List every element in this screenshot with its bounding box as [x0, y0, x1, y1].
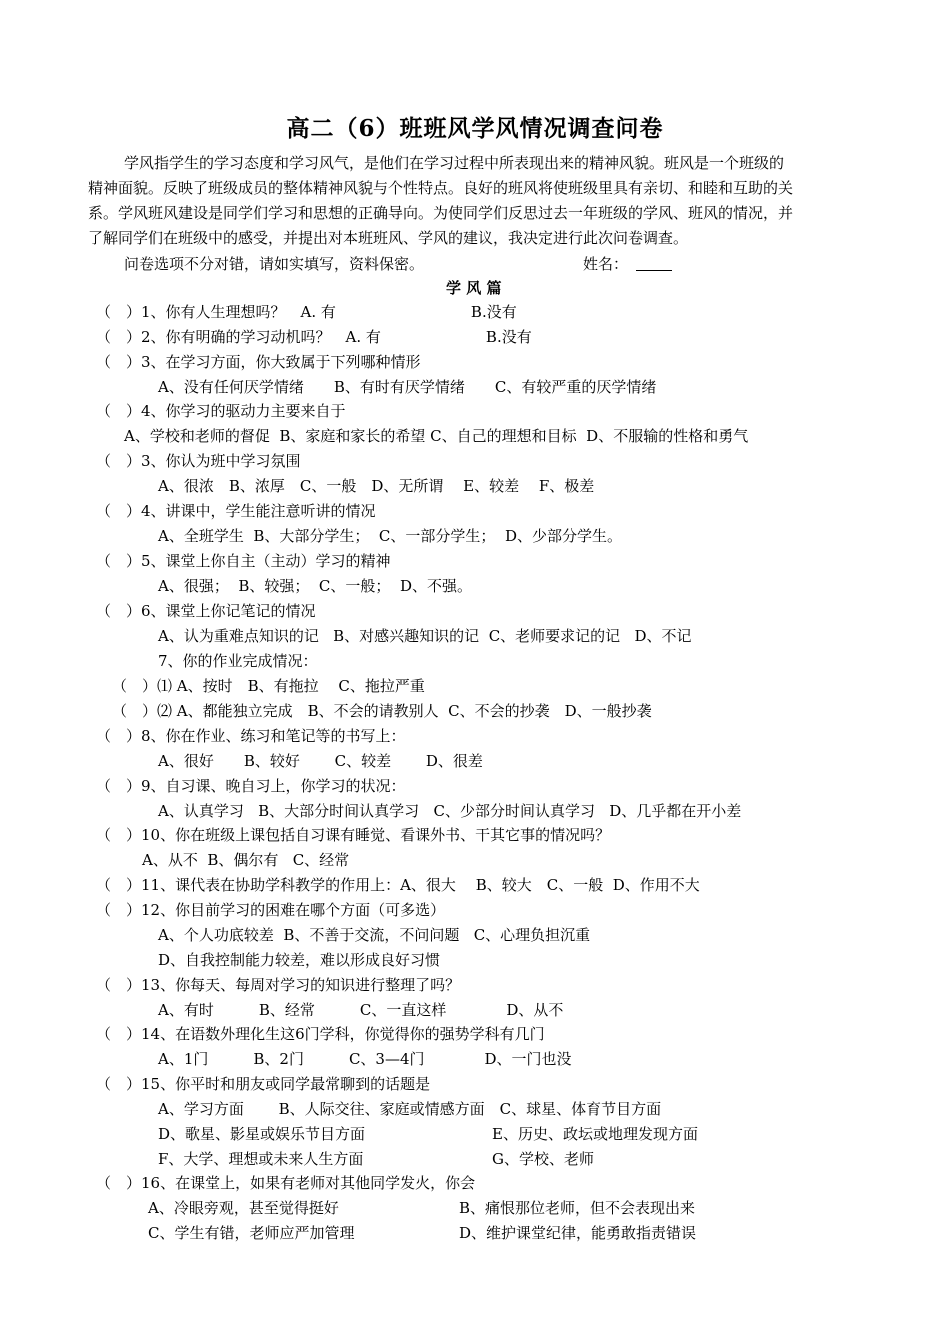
- question-4-options: A、学校和老师的督促 B、家庭和家长的希望 C、自己的理想和目标 D、不服输的性格和勇气: [124, 427, 749, 445]
- notice-text: 问卷选项不分对错，请如实填写，资料保密。: [124, 255, 425, 273]
- question-8: （ ）8、你在作业、练习和笔记等的书写上：: [96, 727, 406, 745]
- question-12-options-b: D、自我控制能力较差，难以形成良好习惯: [158, 951, 441, 969]
- question-4b: （ ）4、讲课中，学生能注意听讲的情况: [96, 502, 376, 520]
- question-4: （ ）4、你学习的驱动力主要来自于: [96, 402, 346, 420]
- question-14: （ ）14、在语数外理化生这6门学科，你觉得你的强势学科有几门: [96, 1025, 545, 1043]
- question-12: （ ）12、你目前学习的困难在哪个方面（可多选）: [96, 901, 446, 919]
- question-13-options: A、有时 B、经常 C、一直这样 D、从不: [158, 1001, 564, 1019]
- question-3b-options: A、很浓 B、浓厚 C、一般 D、无所谓 E、较差 F、极差: [158, 477, 595, 495]
- question-3: （ ）3、在学习方面，你大致属于下列哪种情形: [96, 353, 421, 371]
- name-label: 姓名：: [583, 255, 629, 273]
- question-2: （ ）2、你有明确的学习动机吗？ A. 有 B.没有: [96, 328, 532, 346]
- question-13: （ ）13、你每天、每周对学习的知识进行整理了吗？: [96, 976, 461, 994]
- question-3-options: A、没有任何厌学情绪 B、有时有厌学情绪 C、有较严重的厌学情绪: [158, 378, 657, 396]
- question-5: （ ）5、课堂上你自主（主动）学习的精神: [96, 552, 391, 570]
- page-title: 高二（6）班班风学风情况调查问卷: [286, 115, 664, 142]
- question-6-options: A、认为重难点知识的记 B、对感兴趣知识的记 C、老师要求记的记 D、不记: [158, 627, 692, 645]
- question-9: （ ）9、自习课、晚自习上，你学习的状况：: [96, 777, 406, 795]
- question-6: （ ）6、课堂上你记笔记的情况: [96, 602, 316, 620]
- question-7-part1: （ ）⑴ A、按时 B、有拖拉 C、拖拉严重: [112, 677, 425, 695]
- question-10: （ ）10、你在班级上课包括自习课有睡觉、看课外书、干其它事的情况吗？: [96, 826, 611, 844]
- question-12-options-a: A、个人功底较差 B、不善于交流，不问问题 C、心理负担沉重: [158, 926, 591, 944]
- question-8-options: A、很好 B、较好 C、较差 D、很差: [158, 752, 483, 770]
- question-9-options: A、认真学习 B、大部分时间认真学习 C、少部分时间认真学习 D、几乎都在开小差: [158, 802, 742, 820]
- question-7-part2: （ ）⑵ A、都能独立完成 B、不会的请教别人 C、不会的抄袭 D、一般抄袭: [112, 702, 652, 720]
- intro-line-2: 精神面貌。反映了班级成员的整体精神风貌与个性特点。良好的班风将使班级里具有亲切、和睦和互助的关: [88, 179, 794, 197]
- question-11: （ ）11、课代表在协助学科教学的作用上：A、很大 B、较大 C、一般 D、作用不大: [96, 876, 700, 894]
- question-16: （ ）16、在课堂上，如果有老师对其他同学发火，你会: [96, 1174, 476, 1192]
- question-16-option-b: B、痛恨那位老师，但不会表现出来: [459, 1199, 696, 1217]
- section-header: 学 风 篇: [446, 279, 502, 297]
- name-field[interactable]: [636, 254, 672, 271]
- question-15-option-e: E、历史、政坛或地理发现方面: [492, 1125, 698, 1143]
- question-15: （ ）15、你平时和朋友或同学最常聊到的话题是: [96, 1075, 431, 1093]
- question-10-options: A、从不 B、偶尔有 C、经常: [142, 851, 350, 869]
- question-4b-options: A、全班学生 B、大部分学生； C、一部分学生； D、少部分学生。: [158, 527, 622, 545]
- question-5-options: A、很强； B、较强； C、一般； D、不强。: [158, 577, 472, 595]
- question-15-option-g: G、学校、老师: [492, 1150, 594, 1168]
- question-15-options-a: A、学习方面 B、人际交往、家庭或情感方面 C、球星、体育节目方面: [158, 1100, 662, 1118]
- intro-line-3: 系。学风班风建设是同学们学习和思想的正确导向。为使同学们反思过去一年班级的学风、班风的情况，并: [88, 204, 794, 222]
- question-7: 7、你的作业完成情况：: [158, 652, 318, 670]
- question-1: （ ）1、你有人生理想吗？ A. 有 B.没有: [96, 303, 517, 321]
- question-15-option-d: D、歌星、影星或娱乐节目方面: [158, 1125, 366, 1143]
- intro-line-1: 学风指学生的学习态度和学习风气，是他们在学习过程中所表现出来的精神风貌。班风是一个班级的: [124, 154, 785, 172]
- intro-line-4: 了解同学们在班级中的感受，并提出对本班班风、学风的建议，我决定进行此次问卷调查。: [88, 229, 689, 247]
- question-15-option-f: F、大学、理想或未来人生方面: [158, 1150, 364, 1168]
- question-16-option-d: D、维护课堂纪律，能勇敢指责错误: [459, 1224, 697, 1242]
- question-3b: （ ）3、你认为班中学习氛围: [96, 452, 301, 470]
- question-16-option-c: C、学生有错，老师应严加管理: [148, 1224, 355, 1242]
- question-16-option-a: A、冷眼旁观，甚至觉得挺好: [148, 1199, 339, 1217]
- question-14-options: A、1门 B、2门 C、3—4门 D、一门也没: [158, 1050, 572, 1068]
